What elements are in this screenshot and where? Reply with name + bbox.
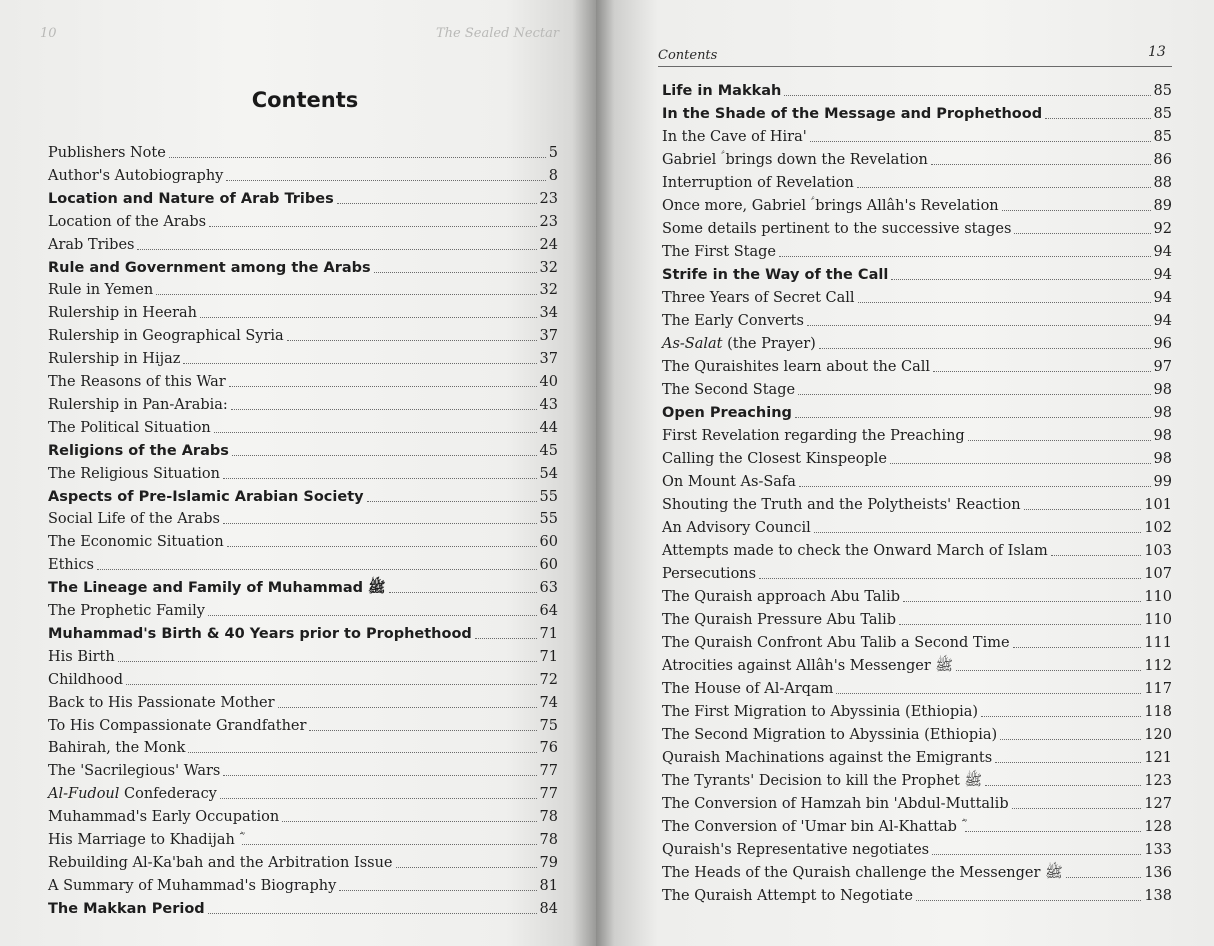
- running-head: Contents: [658, 48, 718, 63]
- toc-entry-title: Rulership in Hijaz: [48, 351, 181, 368]
- toc-leader-dots: [1014, 233, 1150, 234]
- toc-entry-title: Strife in the Way of the Call: [662, 267, 889, 283]
- toc-entry: [662, 124, 1172, 146]
- toc-entry-page: 81: [539, 877, 558, 894]
- toc-entry-page: 103: [1144, 543, 1172, 559]
- toc-entry-page: 85: [1153, 83, 1172, 99]
- toc-entry-title: The Conversion of 'Umar bin Al-Khattab ؓ: [662, 819, 962, 835]
- toc-leader-dots: [137, 249, 536, 250]
- toc-entry-title: The Lineage and Family of Muhammad ﷺ: [48, 580, 386, 597]
- toc-entry-page: 71: [539, 625, 558, 642]
- toc-entry-page: 110: [1144, 612, 1172, 628]
- toc-entry-title: The First Stage: [662, 244, 776, 260]
- toc-entry: [48, 575, 558, 597]
- toc-entry-page: 102: [1144, 520, 1172, 536]
- toc-entry-page: 78: [539, 809, 558, 826]
- toc-entry: [48, 621, 558, 643]
- toc-leader-dots: [200, 317, 537, 318]
- toc-entry: [48, 667, 558, 689]
- toc-leader-dots: [282, 821, 536, 822]
- toc-entry-title: To His Compassionate Grandfather: [48, 717, 307, 734]
- toc-entry: [48, 209, 558, 231]
- toc-entry-page: 85: [1153, 129, 1172, 145]
- header-rule: [658, 66, 1172, 67]
- toc-leader-dots: [995, 762, 1141, 763]
- toc-leader-dots: [916, 900, 1141, 901]
- toc-entry-title: Calling the Closest Kinspeople: [662, 451, 887, 467]
- toc-entry: [48, 804, 558, 826]
- toc-entry-title: An Advisory Council: [662, 520, 811, 536]
- toc-entry: [48, 506, 558, 528]
- toc-entry-title: The Religious Situation: [48, 465, 220, 482]
- toc-entry: [48, 896, 558, 918]
- toc-entry-title: Gabriel ؑ brings down the Revelation: [662, 152, 928, 168]
- toc-entry-title: Location of the Arabs: [48, 213, 207, 230]
- toc-leader-dots: [903, 601, 1141, 602]
- toc-leader-dots: [278, 707, 537, 708]
- toc-entry-title: Interruption of Revelation: [662, 175, 854, 191]
- toc-leader-dots: [784, 95, 1150, 96]
- toc-leader-dots: [858, 302, 1151, 303]
- toc-entry: [662, 423, 1172, 445]
- toc-entry: [48, 827, 558, 849]
- toc-entry: [48, 552, 558, 574]
- toc-leader-dots: [1012, 808, 1142, 809]
- toc-entry-page: 110: [1144, 589, 1172, 605]
- toc-entry-title: The Quraish Pressure Abu Talib: [662, 612, 897, 628]
- toc-leader-dots: [156, 294, 536, 295]
- toc-entry: [662, 262, 1172, 284]
- toc-entry-page: 60: [539, 557, 558, 574]
- toc-entry-page: 40: [539, 374, 558, 390]
- toc-entry: [662, 883, 1172, 905]
- toc-entry-page: 98: [1153, 451, 1172, 467]
- toc-entry: [662, 400, 1172, 422]
- toc-entry-title: Location and Nature of Arab Tribes: [48, 190, 334, 207]
- toc-entry-page: 121: [1144, 750, 1172, 766]
- toc-leader-dots: [475, 638, 537, 639]
- toc-leader-dots: [899, 624, 1141, 625]
- toc-entry-title: First Revelation regarding the Preaching: [662, 428, 965, 444]
- toc-entry: [48, 140, 558, 162]
- toc-entry-title: Muhammad's Birth & 40 Years prior to Prophethood: [48, 625, 472, 642]
- toc-entry-title: Aspects of Pre-Islamic Arabian Society: [48, 488, 364, 505]
- toc-leader-dots: [223, 523, 537, 524]
- toc-entry-page: 63: [539, 580, 558, 597]
- toc-entry-title: The Conversion of Hamzah bin 'Abdul-Muttalib: [662, 796, 1009, 812]
- toc-entry-title: Three Years of Secret Call: [662, 290, 855, 306]
- toc-entry: [48, 758, 558, 780]
- toc-entry-title: The Quraish Confront Abu Talib a Second Time: [662, 635, 1010, 651]
- toc-entry-page: 88: [1153, 175, 1172, 191]
- toc-leader-dots: [795, 417, 1151, 418]
- toc-entry-page: 92: [1153, 221, 1172, 237]
- toc-entry-page: 112: [1144, 658, 1172, 674]
- toc-entry-title: Some details pertinent to the successive stages: [662, 221, 1012, 237]
- toc-leader-dots: [396, 867, 537, 868]
- toc-entry-title: The Early Converts: [662, 313, 804, 329]
- toc-entry: [662, 78, 1172, 100]
- toc-entry-page: 118: [1144, 704, 1172, 720]
- toc-entry-title-italic: Al-Fudoul: [48, 786, 120, 803]
- toc-entry-page: 34: [539, 305, 558, 322]
- toc-entry: [662, 446, 1172, 468]
- toc-entry: [662, 354, 1172, 376]
- toc-entry: [662, 814, 1172, 836]
- toc-entry: [662, 239, 1172, 261]
- toc-entry-title: Muhammad's Early Occupation: [48, 809, 280, 826]
- toc-entry-title: The Quraish Attempt to Negotiate: [662, 888, 913, 904]
- toc-entry-page: 77: [539, 786, 558, 803]
- toc-entry-page: 54: [539, 465, 558, 482]
- toc-leader-dots: [183, 363, 536, 364]
- toc-entry-title: [48, 785, 217, 803]
- toc-entry-page: 123: [1144, 773, 1172, 789]
- toc-leader-dots: [223, 478, 537, 479]
- toc-entry-title: The Quraish approach Abu Talib: [662, 589, 901, 605]
- toc-entry: [48, 529, 558, 551]
- toc-entry-page: 127: [1144, 796, 1172, 812]
- toc-leader-dots: [374, 272, 537, 273]
- toc-leader-dots: [965, 831, 1142, 832]
- toc-entry-title: Attempts made to check the Onward March of Islam: [662, 543, 1048, 559]
- toc-leader-dots: [810, 141, 1151, 142]
- toc-entry-page: 85: [1153, 106, 1172, 122]
- toc-entry-page: 94: [1153, 267, 1172, 283]
- toc-entry: [662, 653, 1172, 675]
- toc-entry-title: The Second Migration to Abyssinia (Ethiopia): [662, 727, 998, 743]
- toc-leader-dots: [231, 409, 537, 410]
- toc-entry: [662, 837, 1172, 859]
- toc-entry-page: 94: [1153, 290, 1172, 306]
- toc-entry: [662, 630, 1172, 652]
- toc-entry: [48, 438, 558, 460]
- toc-entry-title: Rule in Yemen: [48, 282, 154, 299]
- toc-leader-dots: [389, 592, 537, 593]
- toc-leader-dots: [933, 371, 1150, 372]
- toc-leader-dots: [968, 440, 1151, 441]
- toc-entry-page: 43: [539, 396, 558, 413]
- toc-entry: [48, 300, 558, 322]
- toc-leader-dots: [819, 348, 1151, 349]
- toc-entry-title: Rule and Government among the Arabs: [48, 259, 371, 276]
- toc-entry: [662, 193, 1172, 215]
- toc-entry: [662, 515, 1172, 537]
- toc-entry-page: 32: [539, 259, 558, 276]
- toc-entry-title: Author's Autobiography: [48, 167, 224, 184]
- toc-entry-title: Shouting the Truth and the Polytheists' Reaction: [662, 497, 1021, 513]
- toc-leader-dots: [931, 164, 1151, 165]
- toc-entry-page: 74: [539, 694, 558, 711]
- toc-leader-dots: [1066, 877, 1142, 878]
- toc-entry-page: 71: [539, 648, 558, 665]
- toc-entry-title: Persecutions: [662, 566, 757, 582]
- toc-leader-dots: [807, 325, 1151, 326]
- toc-entry-page: 128: [1144, 819, 1172, 835]
- toc-entry: [48, 873, 558, 895]
- toc-leader-dots: [799, 486, 1151, 487]
- toc-leader-dots: [798, 394, 1150, 395]
- toc-entry-page: 37: [539, 328, 558, 345]
- toc-entry-title: Rulership in Heerah: [48, 305, 198, 322]
- toc-leader-dots: [1051, 555, 1142, 556]
- toc-entry: [662, 331, 1172, 353]
- toc-entry-page: 55: [539, 511, 558, 528]
- toc-entry: [662, 860, 1172, 882]
- toc-entry-page: 24: [539, 236, 558, 253]
- toc-leader-dots: [814, 532, 1142, 533]
- toc-entry-title: The Tyrants' Decision to kill the Prophet ﷺ: [662, 773, 982, 789]
- toc-entry: [662, 285, 1172, 307]
- toc-leader-dots: [1002, 210, 1151, 211]
- toc-entry-title: His Marriage to Khadijah ؓ: [48, 832, 240, 848]
- toc-entry: [662, 745, 1172, 767]
- toc-leader-dots: [339, 890, 536, 891]
- toc-entry: [662, 699, 1172, 721]
- toc-entry: [48, 369, 558, 391]
- toc-entry-page: 23: [539, 213, 558, 230]
- toc-entry-page: 89: [1153, 198, 1172, 214]
- toc-leader-dots: [1000, 739, 1141, 740]
- toc-entry: [662, 791, 1172, 813]
- toc-entry-page: 117: [1144, 681, 1172, 697]
- toc-leader-dots: [208, 615, 537, 616]
- toc-entry-title: Once more, Gabriel ؑ brings Allâh's Revelation: [662, 198, 999, 214]
- toc-entry: [48, 484, 558, 506]
- toc-entry: [48, 392, 558, 414]
- toc-leader-dots: [242, 844, 536, 845]
- toc-leader-dots: [836, 693, 1141, 694]
- toc-entry: [48, 598, 558, 620]
- toc-entry-title: Publishers Note: [48, 145, 166, 161]
- toc-entry: [48, 850, 558, 872]
- toc-leader-dots: [226, 180, 545, 181]
- toc-leader-dots: [309, 730, 536, 731]
- toc-leader-dots: [188, 752, 536, 753]
- toc-entry: [48, 781, 558, 803]
- toc-entry-title: Rebuilding Al-Ka'bah and the Arbitration Issue: [48, 854, 393, 871]
- toc-entry: [48, 323, 558, 345]
- toc-leader-dots: [759, 578, 1141, 579]
- toc-entry-page: 37: [539, 351, 558, 368]
- toc-entry-title: Social Life of the Arabs: [48, 511, 220, 528]
- toc-leader-dots: [891, 279, 1150, 280]
- toc-entry: [48, 232, 558, 254]
- toc-leader-dots: [890, 463, 1151, 464]
- toc-entry-page: 76: [539, 740, 558, 757]
- toc-leader-dots: [1013, 647, 1142, 648]
- toc-entry-title: Ethics: [48, 557, 94, 574]
- toc-entry-page: 120: [1144, 727, 1172, 743]
- toc-leader-dots: [981, 716, 1141, 717]
- toc-entry-title: Quraish's Representative negotiates: [662, 842, 930, 858]
- toc-leader-dots: [932, 854, 1141, 855]
- ghost-header-number: 10: [40, 26, 57, 41]
- toc-leader-dots: [857, 187, 1151, 188]
- toc-entry: [48, 735, 558, 757]
- toc-leader-dots: [956, 670, 1141, 671]
- toc-entry-page: 75: [539, 717, 558, 734]
- toc-entry-title: Back to His Passionate Mother: [48, 694, 275, 711]
- toc-entry: [48, 690, 558, 712]
- toc-entry-page: 136: [1144, 865, 1172, 881]
- toc-entry: [48, 346, 558, 368]
- toc-leader-dots: [126, 684, 536, 685]
- toc-entry-page: 138: [1144, 888, 1172, 904]
- ghost-header-title: The Sealed Nectar: [436, 26, 560, 41]
- toc-entry-title: The Political Situation: [48, 419, 211, 436]
- toc-entry: [48, 255, 558, 277]
- toc-leader-dots: [214, 432, 537, 433]
- toc-leader-dots: [118, 661, 537, 662]
- toc-entry-page: 8: [548, 167, 558, 184]
- toc-entry-title: The Second Stage: [662, 382, 796, 398]
- toc-entry-title: Rulership in Pan-Arabia:: [48, 396, 228, 413]
- toc-entry-page: 133: [1144, 842, 1172, 858]
- toc-entry-page: 5: [548, 145, 558, 161]
- toc-entry-title: Quraish Machinations against the Emigrants: [662, 750, 993, 766]
- toc-entry-title: Childhood: [48, 671, 124, 688]
- toc-leader-dots: [1024, 509, 1142, 510]
- toc-leader-dots: [337, 203, 537, 204]
- toc-entry-page: 94: [1153, 244, 1172, 260]
- toc-entry-page: 64: [539, 603, 558, 619]
- toc-entry: [48, 415, 558, 437]
- toc-entry-page: 55: [539, 488, 558, 505]
- toc-entry: [662, 377, 1172, 399]
- toc-leader-dots: [232, 455, 537, 456]
- toc-entry-page: 107: [1144, 566, 1172, 582]
- toc-entry-title: The First Migration to Abyssinia (Ethiopia): [662, 704, 979, 720]
- toc-entry-title: The Prophetic Family: [48, 603, 205, 619]
- toc-entry: [662, 101, 1172, 123]
- toc-entry: [662, 768, 1172, 790]
- toc-entry-page: 97: [1153, 359, 1172, 375]
- toc-entry-page: 98: [1153, 382, 1172, 398]
- toc-entry-page: 77: [539, 763, 558, 780]
- toc-entry-page: 98: [1153, 405, 1172, 421]
- toc-entry-page: 45: [539, 442, 558, 459]
- toc-entry-title: Open Preaching: [662, 405, 792, 421]
- toc-entry-title: The Quraishites learn about the Call: [662, 359, 931, 375]
- toc-entry: [662, 584, 1172, 606]
- toc-entry-page: 84: [539, 900, 558, 917]
- toc-leader-dots: [229, 386, 537, 387]
- toc-leader-dots: [367, 501, 537, 502]
- toc-entry-page: 86: [1153, 152, 1172, 168]
- toc-entry: [48, 163, 558, 185]
- toc-entry-page: 94: [1153, 313, 1172, 329]
- toc-entry-title: His Birth: [48, 648, 115, 665]
- toc-entry-page: 98: [1153, 428, 1172, 444]
- toc-leader-dots: [223, 775, 536, 776]
- toc-leader-dots: [209, 226, 536, 227]
- toc-entry: [662, 170, 1172, 192]
- toc-leader-dots: [1045, 118, 1150, 119]
- toc-entry-page: 79: [539, 854, 558, 871]
- toc-entry-title: Religions of the Arabs: [48, 442, 229, 459]
- toc-entry: [48, 713, 558, 735]
- toc-entry-page: 23: [539, 190, 558, 207]
- toc-entry-page: 32: [539, 282, 558, 299]
- toc-entry-title: The Heads of the Quraish challenge the Messenger ﷺ: [662, 865, 1063, 881]
- toc-entry: [662, 607, 1172, 629]
- toc-entry-title: Rulership in Geographical Syria: [48, 328, 284, 345]
- toc-entry-title: The Makkan Period: [48, 900, 205, 917]
- toc-entry: [662, 147, 1172, 169]
- toc-entry: [662, 308, 1172, 330]
- toc-leader-dots: [779, 256, 1151, 257]
- toc-entry-title: The Reasons of this War: [48, 374, 226, 390]
- toc-entry-title-rest: Confederacy: [119, 786, 217, 803]
- toc-entry: [662, 676, 1172, 698]
- toc-entry-page: 99: [1153, 474, 1172, 490]
- toc-entry-page: 78: [539, 832, 558, 848]
- toc-leader-dots: [985, 785, 1141, 786]
- toc-entry-title: The Economic Situation: [48, 534, 224, 551]
- toc-leader-dots: [208, 913, 537, 914]
- toc-entry: [48, 644, 558, 666]
- toc-leader-dots: [227, 546, 537, 547]
- toc-leader-dots: [220, 798, 537, 799]
- toc-entry-title: The House of Al-Arqam: [662, 681, 834, 697]
- toc-entry-title-italic: As-Salat: [662, 336, 723, 352]
- toc-entry-title: In the Shade of the Message and Prophethood: [662, 106, 1043, 122]
- toc-entry: [662, 469, 1172, 491]
- toc-entry-title-rest: (the Prayer): [722, 336, 816, 352]
- toc-entry-page: 72: [539, 671, 558, 688]
- toc-entry-page: 44: [539, 419, 558, 436]
- toc-leader-dots: [169, 157, 546, 158]
- toc-entry-title: [662, 335, 816, 353]
- toc-entry-title: Atrocities against Allâh's Messenger ﷺ: [662, 658, 953, 674]
- toc-entry: [662, 492, 1172, 514]
- toc-entry-title: A Summary of Muhammad's Biography: [48, 877, 337, 894]
- toc-entry-title: Life in Makkah: [662, 83, 782, 99]
- toc-entry-page: 60: [539, 534, 558, 551]
- toc-entry: [662, 538, 1172, 560]
- toc-entry: [662, 561, 1172, 583]
- toc-entry-page: 101: [1144, 497, 1172, 513]
- toc-entry: [48, 277, 558, 299]
- contents-title: Contents: [251, 88, 359, 112]
- toc-entry: [48, 461, 558, 483]
- page-number: 13: [1148, 44, 1166, 60]
- toc-entry-title: The 'Sacrilegious' Wars: [48, 763, 221, 780]
- toc-entry: [48, 186, 558, 208]
- toc-leader-dots: [97, 569, 537, 570]
- toc-entry-title: Arab Tribes: [48, 236, 135, 253]
- toc-entry-page: 111: [1144, 635, 1172, 651]
- toc-entry-title: On Mount As-Safa: [662, 474, 796, 490]
- toc-entry: [662, 722, 1172, 744]
- toc-entry-page: 96: [1153, 336, 1172, 352]
- toc-entry-title: Bahirah, the Monk: [48, 740, 186, 757]
- toc-entry: [662, 216, 1172, 238]
- toc-entry-title: In the Cave of Hira': [662, 129, 807, 145]
- toc-leader-dots: [287, 340, 537, 341]
